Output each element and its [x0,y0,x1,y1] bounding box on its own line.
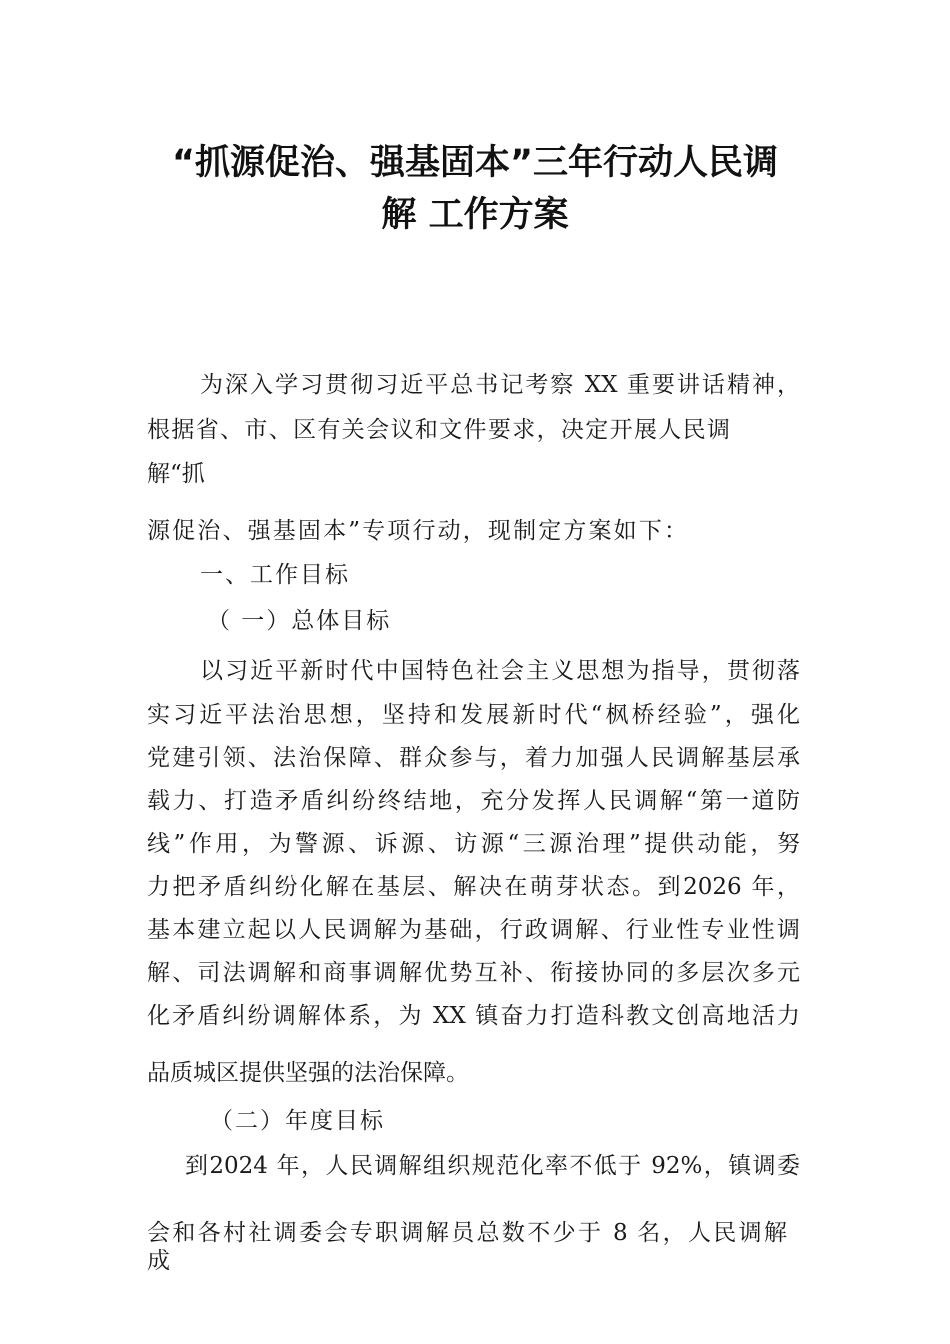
paragraph-line: 以习近平新时代中国特色社会主义思想为指导，贯彻落 [200,658,800,684]
paragraph-line: 解、司法调解和商事调解优势互补、衔接协同的多层次多元 [147,960,800,986]
section-heading: 一、工作目标 [200,562,350,588]
paragraph-line: 载力、打造矛盾纠纷终结地，充分发挥人民调解“第一道防 [147,788,800,814]
subsection-heading: （ 一）总体目标 [207,608,392,634]
document-title-line-2: 解 工作方案 [381,195,569,235]
paragraph-line: 实习近平法治思想，坚持和发展新时代“枫桥经验”，强化 [147,702,800,728]
paragraph-line: 解“抓 [147,461,205,487]
paragraph-line: 力把矛盾纠纷化解在基层、解决在萌芽状态。到2026 年， [147,874,800,900]
paragraph-line: 源促治、强基固本”专项行动，现制定方案如下： [147,518,687,544]
paragraph-line: 基本建立起以人民调解为基础，行政调解、行业性专业性调 [147,917,800,943]
paragraph-line: 到2024 年，人民调解组织规范化率不低于 92%，镇调委 [185,1153,800,1179]
paragraph-line: 会和各村社调委会专职调解员总数不少于 8 名，人民调解 [147,1220,787,1246]
subsection-heading: （二）年度目标 [210,1108,385,1134]
paragraph-line: 为深入学习贯彻习近平总书记考察 XX 重要讲话精神， [200,372,800,398]
document-title-line-1: “抓源促治、强基固本”三年行动人民调 [171,143,778,183]
paragraph-line: 党建引领、法治保障、群众参与，着力加强人民调解基层承 [147,745,800,771]
paragraph-line: 线”作用，为警源、诉源、访源“三源治理”提供动能，努 [147,831,800,857]
paragraph-line: 根据省、市、区有关会议和文件要求，决定开展人民调 [147,417,730,443]
paragraph-line: 成 [147,1248,170,1274]
paragraph-line: 化矛盾纠纷调解体系，为 XX 镇奋力打造科教文创高地活力 [147,1003,800,1029]
paragraph-line: 品质城区提供坚强的法治保障。 [147,1060,469,1086]
